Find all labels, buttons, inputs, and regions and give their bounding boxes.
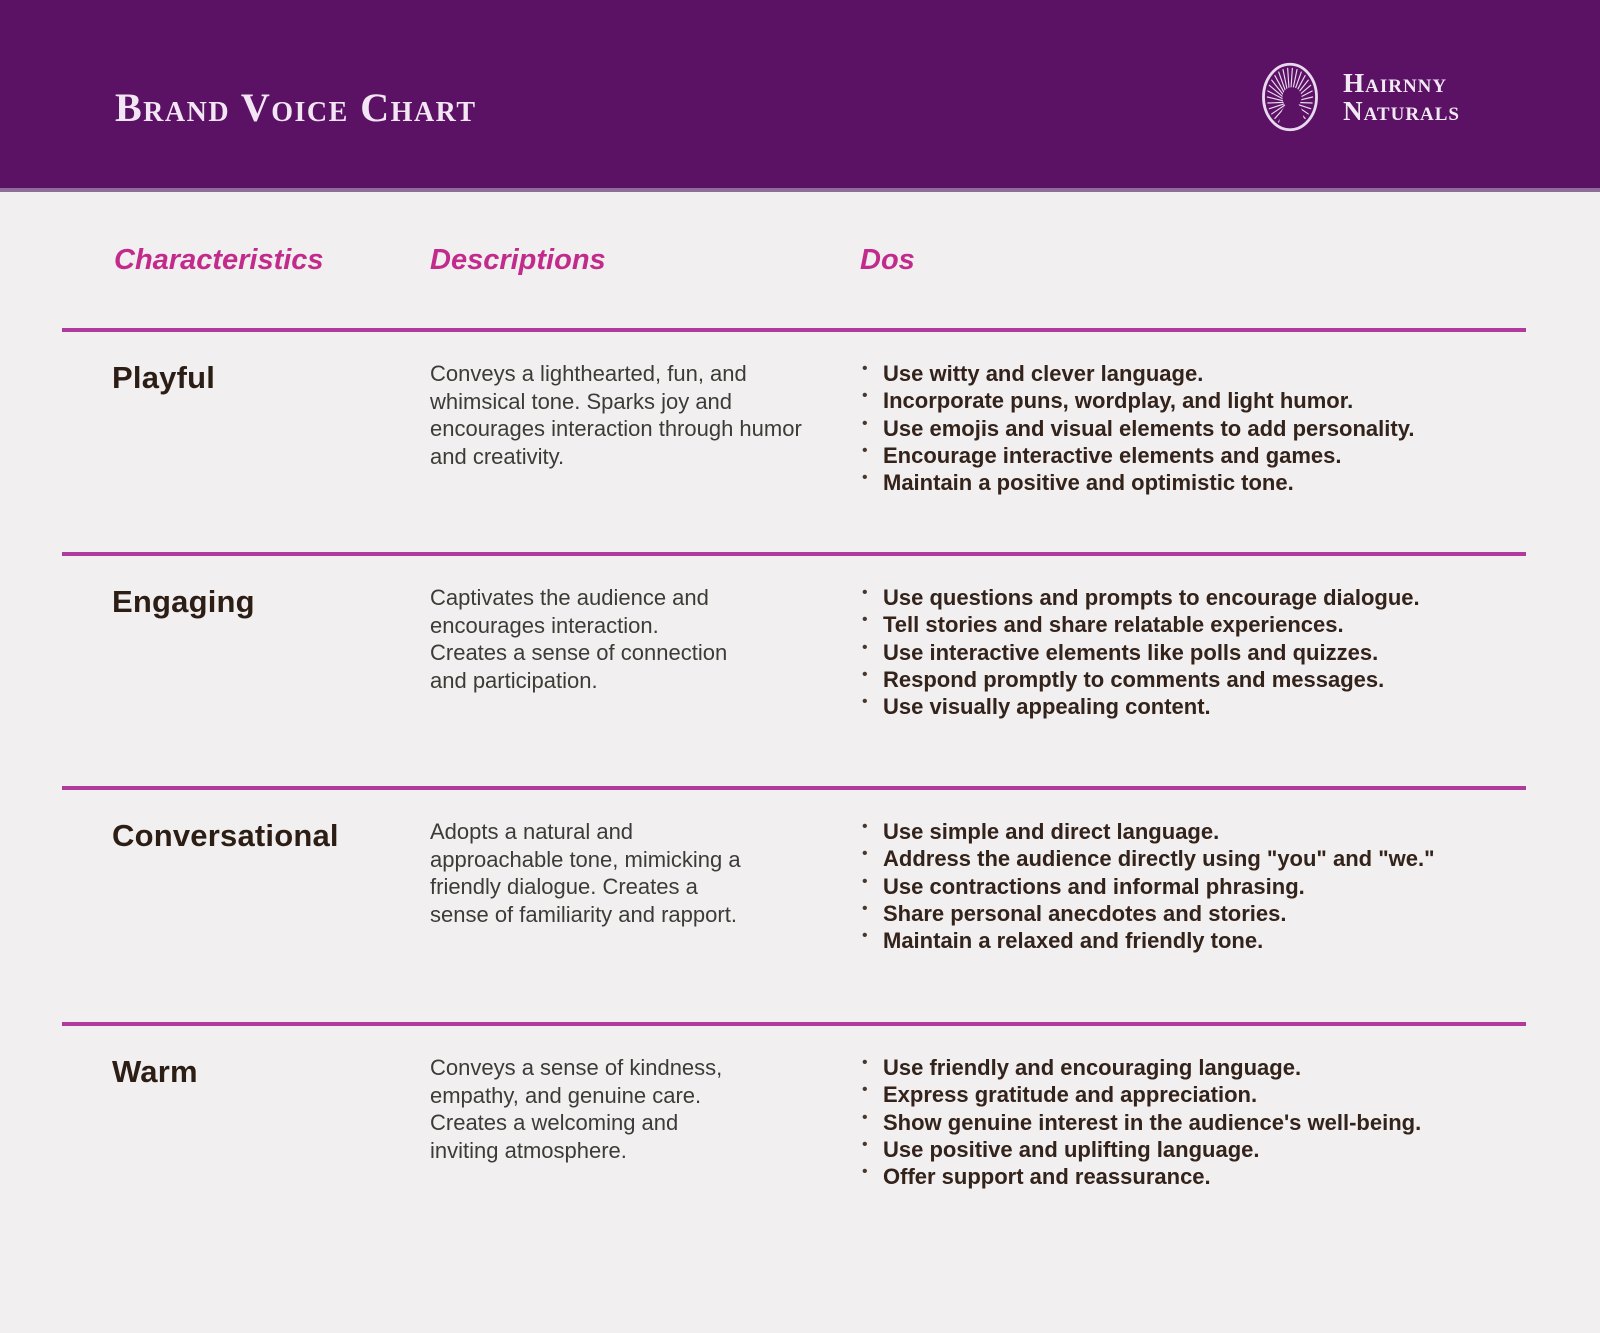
dos-item: • Show genuine interest in the audience's well-being.: [860, 1109, 1526, 1136]
dos-item: • Use emojis and visual elements to add personality.: [860, 415, 1526, 442]
dos-item: • Use visually appealing content.: [860, 693, 1526, 720]
characteristic-cell: [62, 360, 430, 552]
dos-list: [860, 584, 1526, 720]
dos-cell: [860, 1054, 1526, 1316]
characteristic-cell: [62, 1054, 430, 1316]
characteristic-cell: [62, 818, 430, 1022]
characteristic-label: Warm: [112, 1054, 198, 1089]
dos-item: • Use questions and prompts to encourage dialogue.: [860, 584, 1526, 611]
dos-list: [860, 1054, 1526, 1190]
dos-item: • Offer support and reassurance.: [860, 1163, 1526, 1190]
dos-item: • Use contractions and informal phrasing.: [860, 873, 1526, 900]
dos-item: • Tell stories and share relatable experiences.: [860, 611, 1526, 638]
description-cell: [430, 360, 860, 552]
column-header-descriptions: Descriptions: [430, 244, 606, 276]
dos-item: • Use witty and clever language.: [860, 360, 1526, 387]
column-header-characteristics: Characteristics: [114, 244, 324, 276]
brand-logo: [1249, 58, 1460, 136]
dos-item: • Encourage interactive elements and games.: [860, 442, 1526, 469]
brand-voice-table: [62, 192, 1526, 1316]
dos-item: • Use friendly and encouraging language.: [860, 1054, 1526, 1081]
sunburst-silhouette-icon: [1249, 58, 1331, 136]
description-cell: [430, 584, 860, 786]
table-row-playful: [62, 332, 1526, 552]
dos-item: • Maintain a positive and optimistic tone.: [860, 469, 1526, 496]
dos-item: • Respond promptly to comments and messages.: [860, 666, 1526, 693]
table-row-conversational: [62, 786, 1526, 1022]
characteristic-label: Conversational: [112, 818, 339, 853]
brand-name-line1: Hairnny: [1343, 67, 1448, 98]
description-text: Conveys a lighthearted, fun, and whimsical tone. Sparks joy and encourages interaction through humor and creativity.: [430, 361, 802, 470]
table-row-engaging: [62, 552, 1526, 786]
dos-item: • Express gratitude and appreciation.: [860, 1081, 1526, 1108]
dos-item: • Incorporate puns, wordplay, and light humor.: [860, 387, 1526, 414]
dos-list: [860, 818, 1526, 954]
brand-name: [1343, 69, 1460, 125]
table-row-warm: [62, 1022, 1526, 1316]
dos-item: • Use positive and uplifting language.: [860, 1136, 1526, 1163]
dos-cell: [860, 818, 1526, 1022]
dos-item: • Use interactive elements like polls and quizzes.: [860, 639, 1526, 666]
description-text: Adopts a natural and approachable tone, mimicking a friendly dialogue. Creates a sense of familiarity and rapport.: [430, 819, 741, 928]
brand-name-line2: Naturals: [1343, 96, 1460, 126]
dos-list: [860, 360, 1526, 496]
dos-item: • Maintain a relaxed and friendly tone.: [860, 927, 1526, 954]
header-bar: [0, 0, 1600, 192]
description-text: Conveys a sense of kindness, empathy, and genuine care. Creates a welcoming and inviting atmosphere.: [430, 1055, 723, 1164]
table-header-row: [62, 192, 1526, 332]
description-cell: [430, 1054, 860, 1316]
dos-cell: [860, 584, 1526, 786]
dos-item: • Address the audience directly using "you" and "we.": [860, 845, 1526, 872]
dos-item: • Use simple and direct language.: [860, 818, 1526, 845]
characteristic-cell: [62, 584, 430, 786]
column-header-dos: Dos: [860, 244, 915, 276]
description-cell: [430, 818, 860, 1022]
characteristic-label: Playful: [112, 360, 216, 395]
characteristic-label: Engaging: [112, 584, 255, 619]
description-text: Captivates the audience and encourages interaction. Creates a sense of connection and participation.: [430, 585, 728, 694]
dos-cell: [860, 360, 1526, 552]
dos-item: • Share personal anecdotes and stories.: [860, 900, 1526, 927]
page-title: Brand Voice Chart: [115, 84, 477, 130]
